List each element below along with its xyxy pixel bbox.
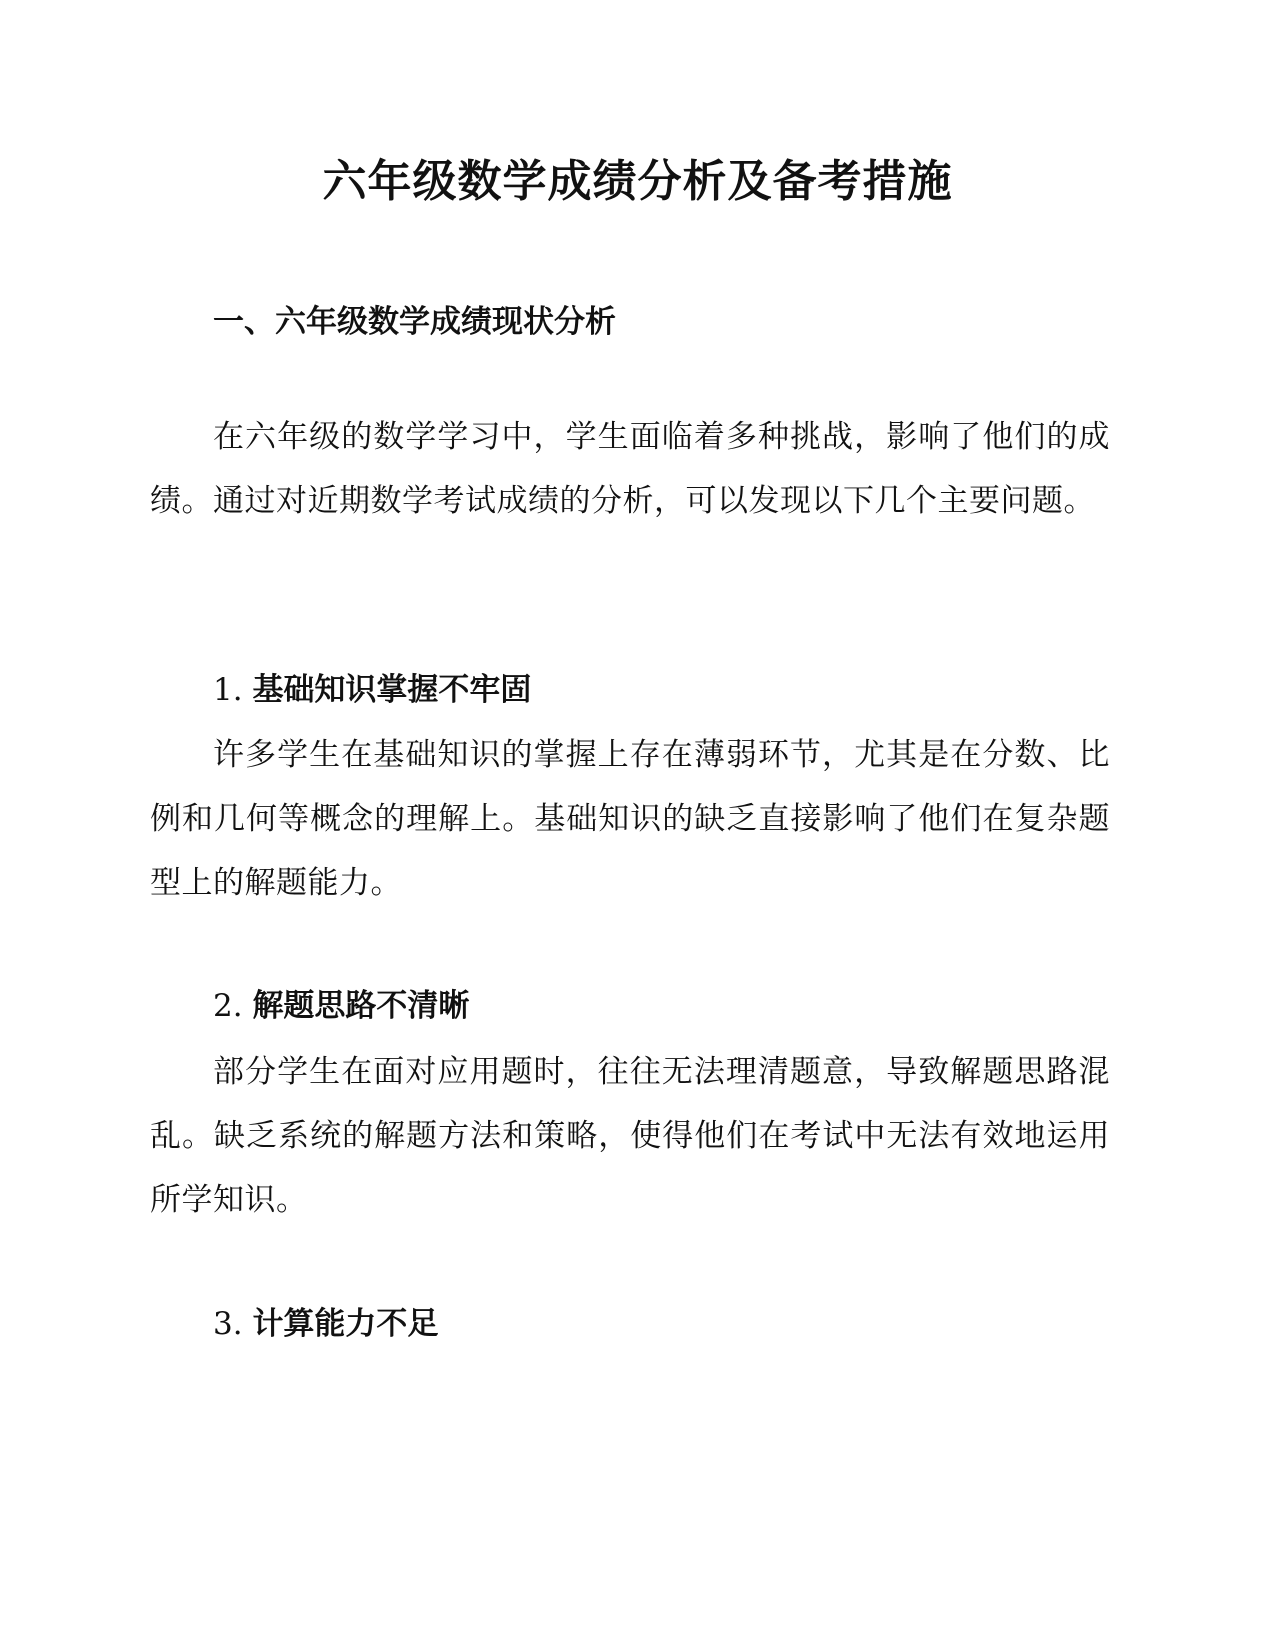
item-number: 2. [213,988,243,1024]
item-body-2: 部分学生在面对应用题时，往往无法理清题意，导致解题思路混乱。缺乏系统的解题方法和策略，使得他们在考试中无法有效地运用所学知识。 [150,1054,1110,1218]
item-heading-text: 解题思路不清晰 [252,988,470,1024]
section-heading: 一、六年级数学成绩现状分析 [213,304,616,340]
item-heading-text: 基础知识掌握不牢固 [252,672,532,708]
item-heading-text: 计算能力不足 [252,1306,439,1342]
item-body-1: 许多学生在基础知识的掌握上存在薄弱环节，尤其是在分数、比例和几何等概念的理解上。基础知识的缺乏直接影响了他们在复杂题型上的解题能力。 [150,737,1110,901]
intro-paragraph: 在六年级的数学学习中，学生面临着多种挑战，影响了他们的成绩。通过对近期数学考试成绩的分析，可以发现以下几个主要问题。 [150,419,1110,519]
document-title: 六年级数学成绩分析及备考措施 [322,156,953,207]
item-heading-3 [213,1302,438,1346]
item-number: 1. [213,672,243,708]
item-heading-2 [213,984,469,1028]
item-number: 3. [213,1306,243,1342]
item-heading-1 [213,668,531,712]
